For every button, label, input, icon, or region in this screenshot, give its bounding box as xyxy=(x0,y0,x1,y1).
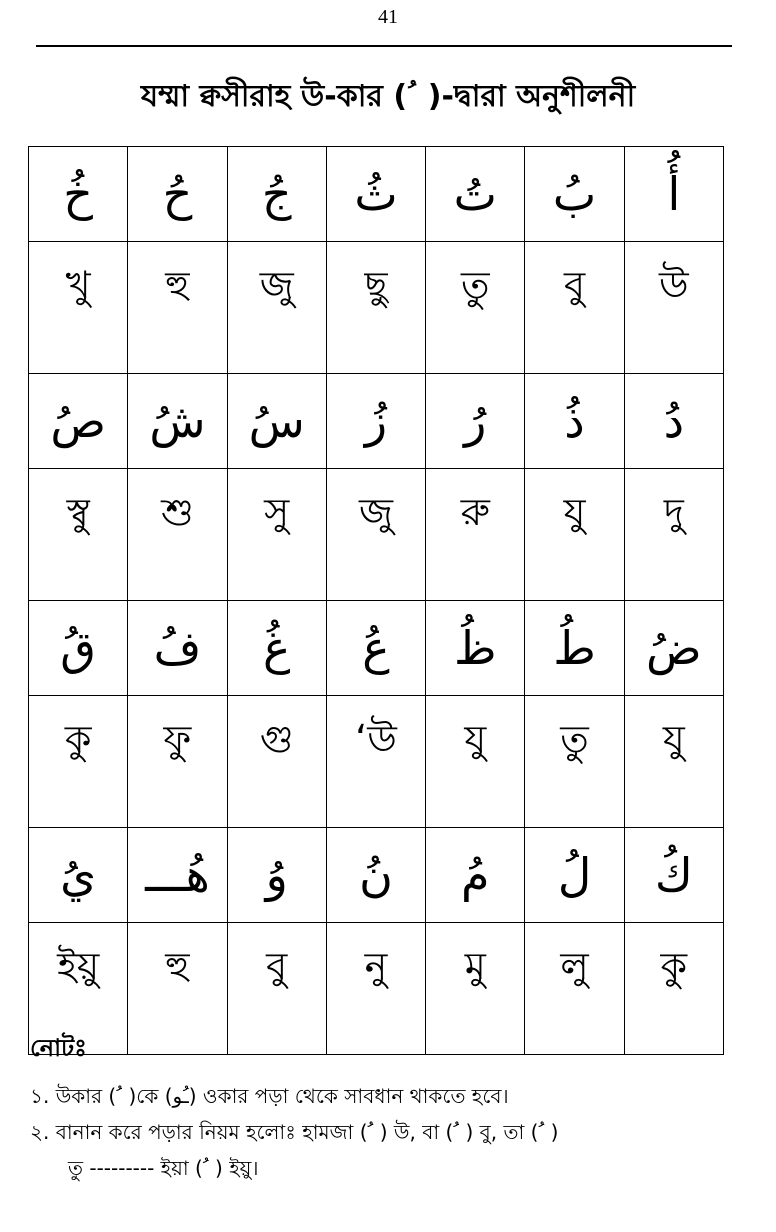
bengali-pronunciation-cell: বু xyxy=(525,242,624,374)
bengali-pronunciation-cell: রু xyxy=(426,469,525,601)
arabic-letter-cell: عُ xyxy=(326,601,425,696)
page-title: যম্মা ক্বসীরাহ উ-কার ( ُ )-দ্বারা অনুশীলনী xyxy=(140,79,636,114)
arabic-letter-cell: ضُ xyxy=(624,601,723,696)
bengali-pronunciation-cell: জু xyxy=(227,242,326,374)
bengali-pronunciation-cell: তু xyxy=(426,242,525,374)
bengali-pronunciation-cell: গু xyxy=(227,696,326,828)
notes-section xyxy=(30,1030,750,1186)
bengali-pronunciation-cell: ইয়ু xyxy=(29,923,128,1055)
arabic-letter-cell: وُ xyxy=(227,828,326,923)
bengali-pronunciation-cell: মু xyxy=(426,923,525,1055)
arabic-letter-cell: سُ xyxy=(227,374,326,469)
bengali-pronunciation-cell: ছু xyxy=(326,242,425,374)
arabic-letter-cell: قُ xyxy=(29,601,128,696)
bengali-pronunciation-cell: জু xyxy=(326,469,425,601)
bengali-pronunciation-cell: ফু xyxy=(128,696,227,828)
bengali-pronunciation-cell: তু xyxy=(525,696,624,828)
arabic-row xyxy=(29,147,724,242)
bengali-pronunciation-cell: স্বু xyxy=(29,469,128,601)
arabic-letter-cell: نُ xyxy=(326,828,425,923)
note-item-2: ২. বানান করে পড়ার নিয়ম হলোঃ হামজা ( ُ ) উ, বা ( ُ ) বু, তা ( ُ ) xyxy=(30,1120,559,1144)
bengali-row xyxy=(29,469,724,601)
bengali-pronunciation-cell: লু xyxy=(525,923,624,1055)
bengali-pronunciation-cell: শু xyxy=(128,469,227,601)
arabic-letter-cell: جُ xyxy=(227,147,326,242)
bengali-pronunciation-cell: কু xyxy=(29,696,128,828)
arabic-letter-cell: لُ xyxy=(525,828,624,923)
arabic-letter-cell: صُ xyxy=(29,374,128,469)
arabic-letter-cell: مُ xyxy=(426,828,525,923)
arabic-letter-cell: هُـــ xyxy=(128,828,227,923)
arabic-letter-cell: ظُ xyxy=(426,601,525,696)
bengali-pronunciation-cell: ‘উ xyxy=(326,696,425,828)
arabic-letter-cell: شُ xyxy=(128,374,227,469)
arabic-letter-cell: بُ xyxy=(525,147,624,242)
arabic-letter-cell: فُ xyxy=(128,601,227,696)
bengali-pronunciation-cell: হু xyxy=(128,242,227,374)
bengali-pronunciation-cell: যু xyxy=(525,469,624,601)
arabic-letter-cell: طُ xyxy=(525,601,624,696)
bengali-pronunciation-cell: দু xyxy=(624,469,723,601)
bengali-pronunciation-cell: নু xyxy=(326,923,425,1055)
arabic-letter-cell: تُ xyxy=(426,147,525,242)
arabic-letter-cell: ثُ xyxy=(326,147,425,242)
header-divider xyxy=(36,45,732,47)
bengali-pronunciation-cell: উ xyxy=(624,242,723,374)
arabic-row xyxy=(29,828,724,923)
arabic-letter-cell: يُ xyxy=(29,828,128,923)
bengali-pronunciation-cell: সু xyxy=(227,469,326,601)
notes-heading: নোটঃ xyxy=(30,1034,87,1062)
note-item-2-continuation: তু --------- ইয়া ( ُ ) ইয়ু। xyxy=(68,1156,259,1180)
arabic-letter-cell: كُ xyxy=(624,828,723,923)
arabic-letter-cell: أُ xyxy=(624,147,723,242)
bengali-pronunciation-cell: যু xyxy=(426,696,525,828)
bengali-pronunciation-cell: হু xyxy=(128,923,227,1055)
arabic-letter-cell: زُ xyxy=(326,374,425,469)
arabic-row xyxy=(29,601,724,696)
bengali-row xyxy=(29,242,724,374)
bengali-pronunciation-cell: বু xyxy=(227,923,326,1055)
arabic-letter-cell: رُ xyxy=(426,374,525,469)
bengali-row xyxy=(29,696,724,828)
arabic-letter-cell: ذُ xyxy=(525,374,624,469)
arabic-letter-cell: حُ xyxy=(128,147,227,242)
arabic-row xyxy=(29,374,724,469)
bengali-pronunciation-cell: কু xyxy=(624,923,723,1055)
arabic-letter-cell: غُ xyxy=(227,601,326,696)
arabic-letter-cell: خُ xyxy=(29,147,128,242)
arabic-letter-cell: دُ xyxy=(624,374,723,469)
bengali-pronunciation-cell: খু xyxy=(29,242,128,374)
bengali-pronunciation-cell: যু xyxy=(624,696,723,828)
letter-grid xyxy=(28,146,724,1055)
note-item-1: ১. উকার ( ُ )কে (ـُو) ওকার পড়া থেকে সাবধান থাকতে হবে। xyxy=(30,1084,509,1108)
page-number: 41 xyxy=(378,6,398,28)
